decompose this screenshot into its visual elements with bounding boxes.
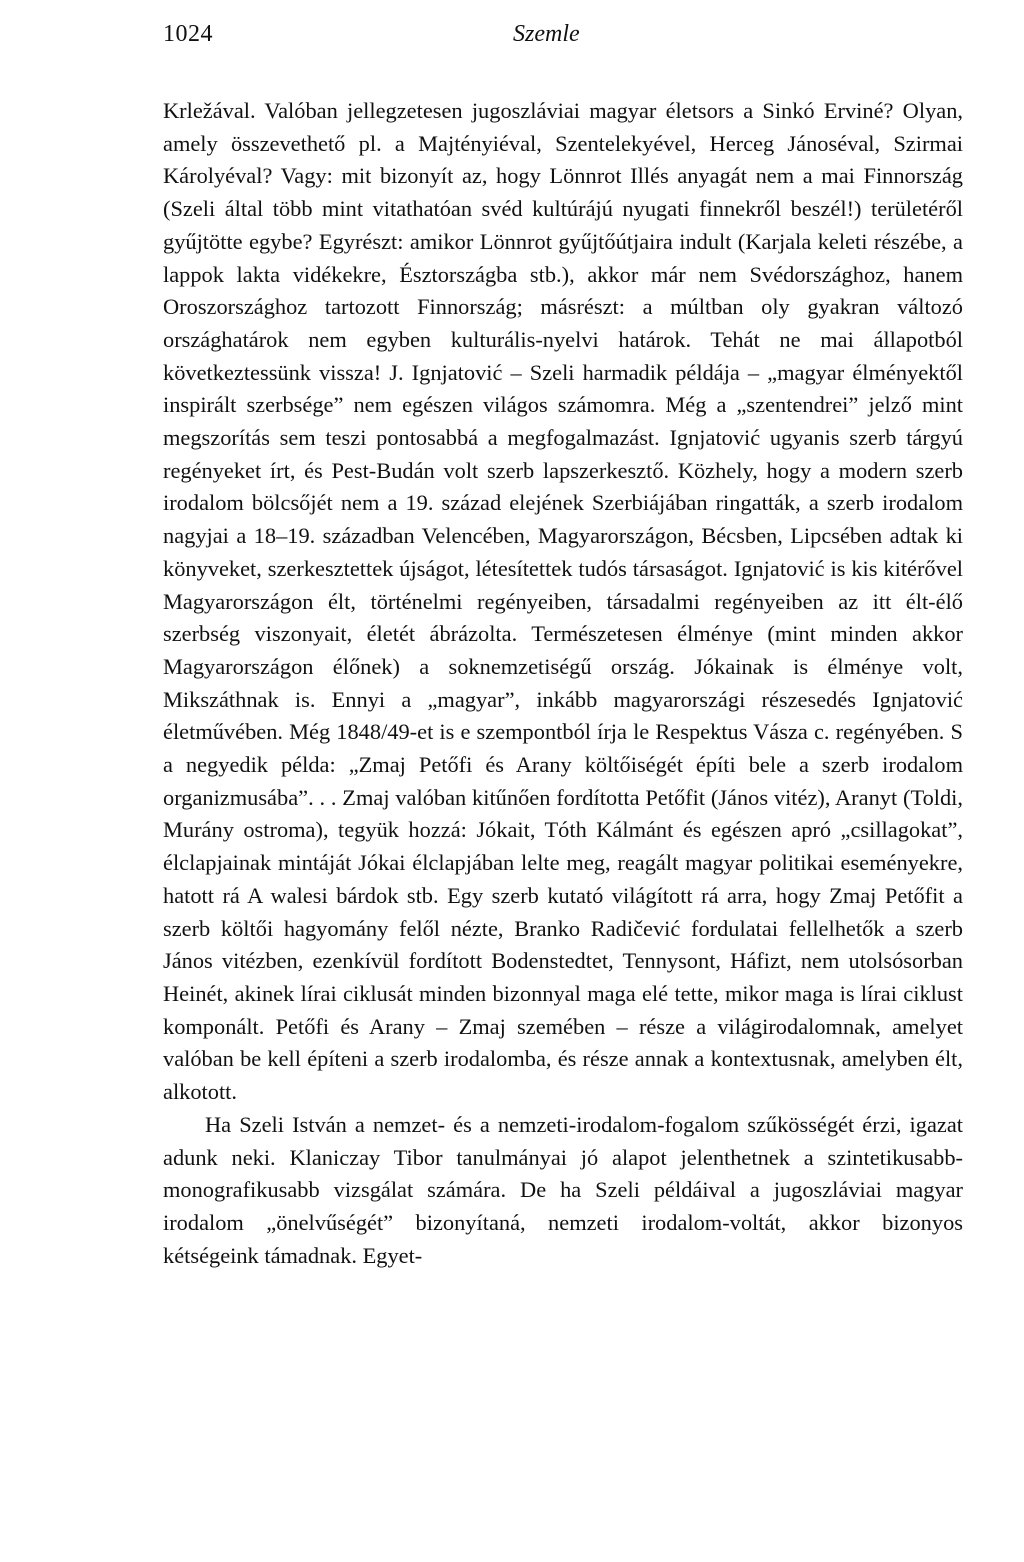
- paragraph-1: Krležával. Valóban jellegzetesen jugoszláviai magyar életsors a Sinkó Erviné? Olyan, amely összevethető pl. a Majtényiéval, Szentelekyével, Herceg Jánoséval, Szirmai Károlyéval? Vagy: mit bizonyít az, hogy Lönnrot Illés anyagát nem a mai Finnország (Szeli által több mint vitathatóan svéd kultúrájú nyugati finnekről beszél!) területéről gyűjtötte egybe? Egyrészt: amikor Lönnrot gyűjtőútjaira indult (Karjala keleti részébe, a lappok lakta vidékekre, Észtországba stb.), akkor már nem Svédországhoz, hanem Oroszországhoz tartozott Finnország; másrészt: a múltban oly gyakran változó országhatárok nem egyben kulturális-nyelvi határok. Tehát ne mai állapotból következtessünk vissza! J. Ignjatović – Szeli harmadik példája – „magyar élményektől inspirált szerbsége” nem egészen világos számomra. Még a „szentendrei” jelző mint megszorítás sem teszi pontosabbá a megfogalmazást. Ignjatović ugyanis szerb tárgyú regényeket írt, és Pest-Budán volt szerb lapszerkesztő. Közhely, hogy a modern szerb irodalom bölcsőjét nem a 19. század elejének Szerbiájában ringatták, a szerb irodalom nagyjai a 18–19. században Velencében, Magyarországon, Bécsben, Lipcsében adtak ki könyveket, szerkesztettek újságot, létesítettek tudós társaságot. Ignjatović is kis kitérővel Magyarországon élt, történelmi regényeiben, társadalmi regényeiben az itt élt-élő szerbség viszonyait, életét ábrázolta. Természetesen élménye (mint minden akkor Magyarországon élőnek) a soknemzetiségű ország. Jókainak is élménye volt, Mikszáthnak is. Ennyi a „magyar”, inkább magyarországi részesedés Ignjatović életművében. Még 1848/49-et is e szempontból írja le Respektus Vásza c. regényében. S a negyedik példa: „Zmaj Petőfi és Arany költőiségét építi bele a szerb irodalom organizmusába”. . . Zmaj valóban kitűnően fordította Petőfit (János vitéz), Aranyt (Toldi, Murány ostroma), tegyük hozzá: Jókait, Tóth Kálmánt és egészen apró „csillagokat”, élclapjainak mintáját Jókai élclapjában lelte meg, reagált magyar politikai eseményekre, hatott rá A walesi bárdok stb. Egy szerb kutató világított rá arra, hogy Zmaj Petőfit a szerb költői hagyomány felől nézte, Branko Radičević fordulatai fellelhetők a szerb János vitézben, ezenkívül fordított Bodenstedtet, Tennysont, Háfizt, nem utolsósorban Heinét, akinek lírai ciklusát minden bizonnyal maga elé tette, mikor maga is lírai ciklust komponált. Petőfi és Arany – Zmaj szemében – része a világirodalomnak, amelyet valóban be kell építeni a szerb irodalomba, és része annak a kontextusnak, amelyben élt, alkotott.: [163, 98, 963, 1105]
- body-text: [163, 95, 963, 1272]
- page-header: [163, 18, 963, 58]
- paragraph-2: Ha Szeli István a nemzet- és a nemzeti-irodalom-fogalom szűkösségét érzi, igazat adunk neki. Klaniczay Tibor tanulmányai jó alapot jelenthetnek a szintetikusabb-monografikusabb vizsgálat számára. De ha Szeli példáival a jugoszláviai magyar irodalom „önelvűségét” bizonyítaná, nemzeti irodalom-voltát, akkor bizonyos kétségeink támadnak. Egyet-: [163, 1111, 963, 1268]
- page-number: 1024: [163, 21, 213, 47]
- running-title: Szemle: [513, 21, 580, 47]
